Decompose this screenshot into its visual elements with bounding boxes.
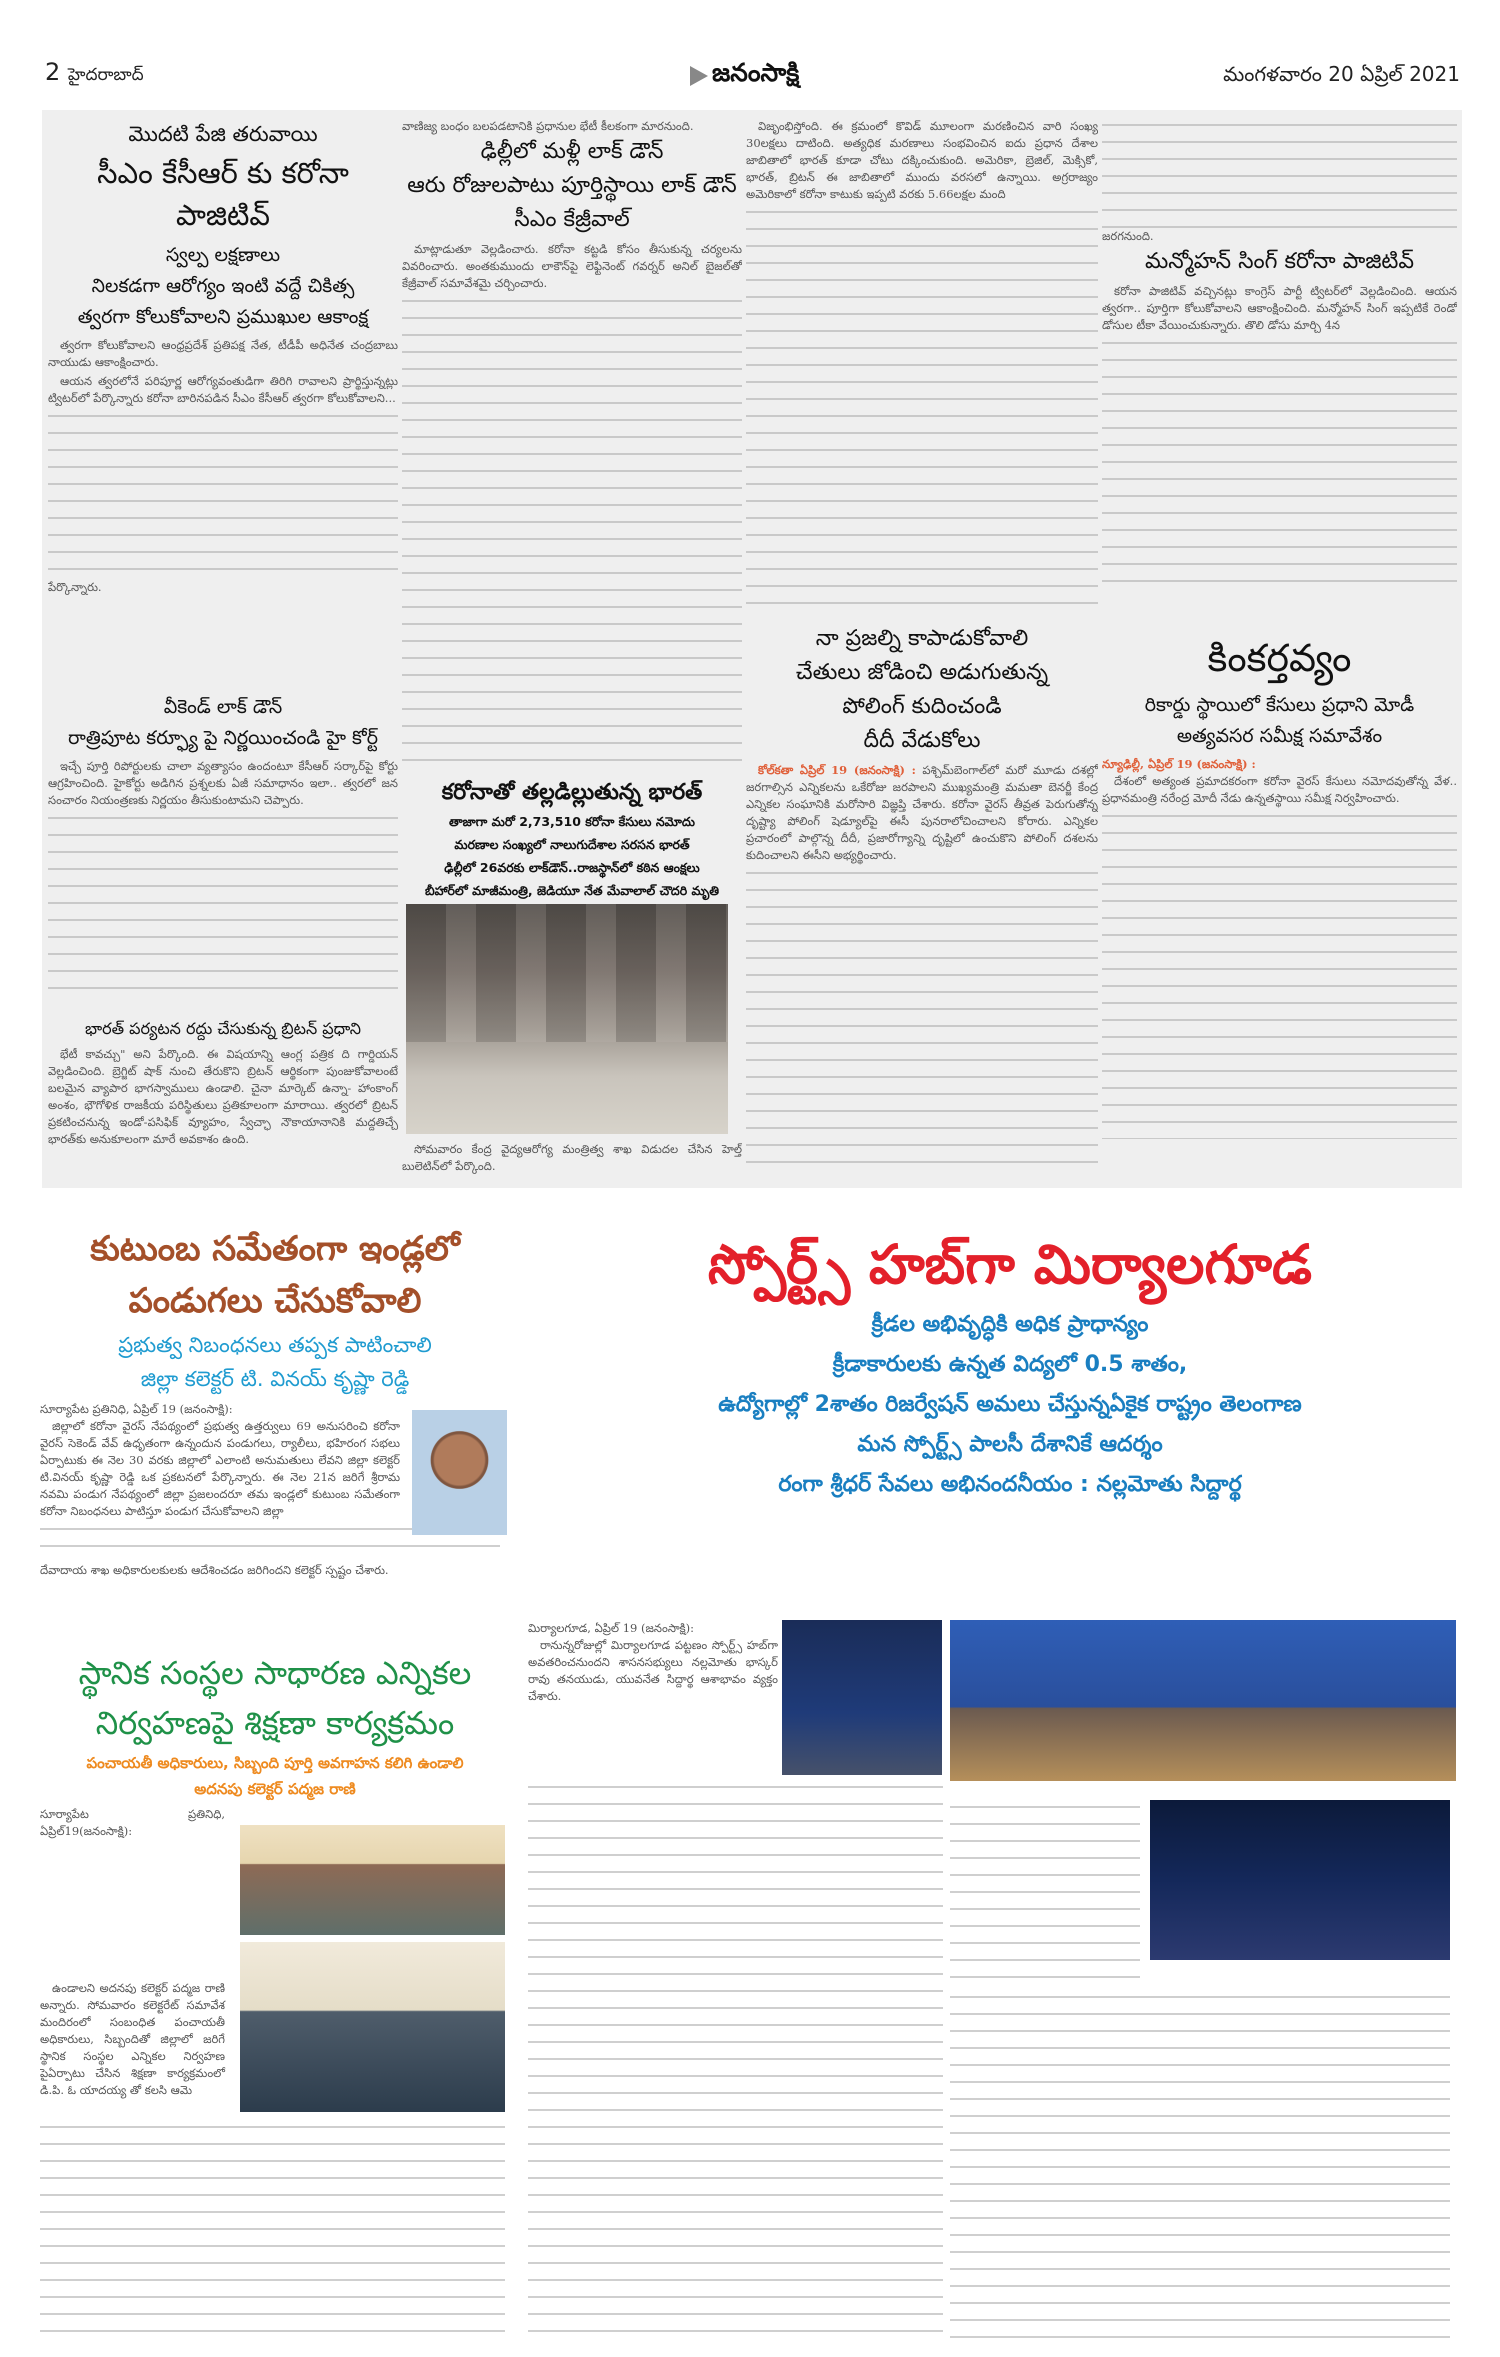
article-body: [48, 758, 398, 809]
subhead: త్వరగా కోలుకోవాలని ప్రముఖుల ఆకాంక్ష: [77, 306, 369, 328]
headline: సీఎం కేజ్రీవాల్: [514, 207, 630, 232]
article-body: [48, 1046, 398, 1148]
collector-portrait-photo: [412, 1410, 507, 1535]
subhead: మరణాల సంఖ్యలో నాలుగుదేశాల సరసన భారత్: [454, 837, 690, 852]
article-body: [40, 1980, 225, 2101]
headline: భారత్ పర్యటన రద్దు చేసుకున్న బ్రిటన్ ప్రధాని: [84, 1019, 362, 1038]
headline: మన్మోహన్ సింగ్ కరోనా పాజిటివ్: [1144, 249, 1415, 274]
masthead: [0, 0, 1500, 110]
subhead: నిలకడగా ఆరోగ్యం ఇంటి వద్దే చికిత్స: [91, 275, 355, 297]
paragraph: మాట్లాడుతూ వెల్లడించారు. కరోనా కట్టడి కోసం తీసుకున్న చర్యలను వివరించారు. అంతకుముందు లాకౌన్‌పై లెఫ్టినెంట్ గవర్నర్ అనిల్ బైజల్‌తో కేజ్రీవాల్ సమావేశమై చర్చించారు.: [402, 242, 742, 290]
text-column: [48, 811, 398, 991]
top-line: వాణిజ్య బంధం బలపడటానికి ప్రధానుల భేటీ కీలకంగా మారనుంది.: [402, 119, 694, 133]
subhead: అత్యవసర సమీక్ష సమావేశం: [1176, 725, 1383, 747]
story-festival: [40, 1225, 510, 1635]
text-column: [528, 1780, 943, 2340]
paragraph: ఉండాలని అదనపు కలెక్టర్ పద్మజ రాణి అన్నారు. సోమవారం కలెక్టరేట్ సమావేశ మందిరంలో సంబంధిత పంచాయతీ అధికారులు, సిబ్బందితో జిల్లాలో జరిగే స్థానిక సంస్థల ఎన్నికల నిర్వహణ పైఏర్పాటు చేసిన శిక్షణా కార్యక్రమంలో డి.పి. ఓ యాదయ్య తో కలసి ఆమె: [40, 1981, 225, 2097]
article-body: [402, 241, 742, 292]
article-body: [48, 337, 398, 407]
officials-meeting-photo: [240, 1825, 505, 1935]
delhi-street-photo: [406, 904, 728, 1134]
story-manmohan-corona: [1102, 118, 1457, 628]
subhead: రికార్డు స్థాయిలో కేసులు ప్రధాని మోడీ: [1144, 694, 1415, 716]
closing-line: దేవాదాయ శాఖ అధికారులకులకు ఆదేశించడం జరిగిందని కలెక్టర్ స్పష్టం చేశారు.: [40, 1563, 389, 1577]
article-body: [746, 762, 1098, 864]
subhead: తాజాగా మరో 2,73,510 కరోనా కేసులు నమోదు: [449, 814, 695, 829]
article-body: [402, 1141, 742, 1177]
dateline: సూర్యాపేట ప్రతినిధి, ఏప్రిల్19(జనంసాక్షి):: [40, 1807, 225, 1838]
logo-text: జనంసాక్షి: [712, 58, 800, 87]
subhead: ఢిల్లీలో 26వరకు లాక్‌డౌన్..రాజస్థాన్‌లో కఠిన ఆంక్షలు: [444, 860, 700, 875]
headline: పండుగలు చేసుకోవాలి: [128, 1281, 422, 1321]
text-column: [40, 2120, 505, 2345]
paragraph: కరోనా పాజిటివ్ వచ్చినట్లు కాంగ్రెస్ పార్టీ ట్విటర్‌లో వెల్లడించింది. ఆయన త్వరగా.. పూర్తిగా కోలుకోవాలని ఆకాంక్షించింది. మన్మోహన్ సింగ్ ఇప్పటికే రెండో డోసుల టీకా వేయించుకున్నారు. తొలి డోసు మార్చి 4న: [1102, 284, 1457, 332]
subhead: పంచాయతీ అధికారులు, సిబ్బంది పూర్తి అవగాహన కలిగి ఉండాలి: [86, 1754, 464, 1772]
story-britain-pm: [48, 1015, 398, 1185]
text-column: [402, 294, 742, 773]
top-line: జరగనుంది.: [1102, 229, 1154, 243]
headline: స్థానిక సంస్థల సాధారణ ఎన్నికల: [78, 1654, 472, 1692]
headline: రాత్రిపూట కర్ఫ్యూ పై నిర్ణయించండి హై కోర్ట్: [68, 727, 378, 749]
text-column: [950, 1800, 1140, 1980]
dateline: మిర్యాలగూడ, ఏప్రిల్ 19 (జనంసాక్షి):: [528, 1621, 695, 1635]
dateline: సూర్యాపేట ప్రతినిధి, ఏప్రిల్ 19 (జనంసాక్షి):: [40, 1402, 233, 1416]
team-group-photo: [1150, 1800, 1450, 1960]
text-column: [950, 1990, 1450, 2340]
subhead: బీహార్‌లో మాజీమంత్రి, జెడియూ నేత మేవాలాల్ చౌదరి మృతి: [424, 883, 720, 898]
subhead: రంగా శ్రీధర్ సేవలు అభినందనీయం : నల్లమోతు సిద్దార్థ: [778, 1472, 1242, 1497]
story-didi-polling: [746, 622, 1098, 1186]
paragraph: ఇచ్చే పూర్తి రిపోర్టులకు చాలా వ్యత్యాసం ఉందంటూ కేసీఆర్ సర్కార్‌పై కోర్టు ఆగ్రహించింది. హైకోర్టు అడిగిన ప్రశ్నలకు ఏజీ సమాధానం ఇలా.. త్వరలో జన సంచారం నియంత్రణకు నిర్ణయం తీసుకుంటామని చెప్పారు.: [48, 759, 398, 807]
paragraph: జిల్లాలో కరోనా వైరస్ నేపథ్యంలో ప్రభుత్వ ఉత్తర్వులు 69 అనుసరించి కరోనా వైరస్ సెకెండ్ వేవ్ ఉధృతంగా ఉన్నందున పండుగలు, ర్యాలీలు, భహిరంగ సభలు ఏర్పాటుకు ఈ నెల 30 వరకు జిల్లాలో ఎలాంటి అనుమతులు లేవని జిల్లా కలెక్టర్ టి.వినయ్ కృష్ణా రెడ్డి ఒక ప్రకటనలో పేర్కొన్నారు. ఈ నెల 21న జరిగే శ్రీరామ నవమి పండుగ నేపథ్యంలో జిల్లా ప్రజలందరూ తమ ఇండ్లలో కుటుంబ సమేతంగా కరోనా నిబంధనలు పాటిస్తూ పండుగ చేసుకోవాలని జిల్లా: [40, 1419, 400, 1518]
article-body: [40, 1806, 225, 1840]
text-column: [1102, 809, 1457, 1139]
subhead: ఉద్యోగాల్లో 2శాతం రిజర్వేషన్ అమలు చేస్తున్నఏకైక రాష్ట్రం తెలంగాణ: [718, 1392, 1302, 1417]
page-number-city: [45, 58, 144, 89]
paragraph: ఆయన త్వరలోనే పరిపూర్ణ ఆరోగ్యవంతుడిగా తిరిగి రావాలని ప్రార్థిస్తున్నట్లు ట్విటర్‌లో పేర్కొన్నారు కరోనా బారినపడిన సీఎం కేసీఆర్ త్వరగా కోలుకోవాలని...: [48, 374, 398, 405]
paragraph: రానున్నరోజుల్లో మిర్యాలగూడ పట్టణం స్పోర్ట్స్ హబ్‌గా అవతరించనుందని శాసనసభ్యులు నల్లమోతు భాస్కర్ రావు తనయుడు, యువనేత సిద్దార్థ ఆశాభావం వ్యక్తం చేశారు.: [528, 1638, 778, 1703]
paragraph: విజృంభిస్తోంది. ఈ క్రమంలో కొవిడ్ మూలంగా మరణించిన వారి సంఖ్య 30లక్షలు దాటింది. అత్యధిక మరణాలు సంభవించిన ఐదు ప్రధాన దేశాల జాబితాలో భారత్ కూడా చోటు దక్కించుకుంది. అమెరికా, బ్రెజిల్, మెక్సికో, భారత్, బ్రిటన్ ఈ జాబితాలో ముందు వరసలో ఉన్నాయి. అగ్రరాజ్యం అమెరికాలో కరోనా కాటుకు ఇప్పటి వరకు 5.66లక్షల మంది: [746, 119, 1098, 201]
page-number: 2: [45, 58, 61, 86]
story-world-deaths: [746, 118, 1098, 618]
headline: కరోనాతో తల్లడిల్లుతున్న భారత్: [441, 780, 703, 805]
subhead: అదనపు కలెక్టర్ పద్మజ రాణి: [194, 1780, 356, 1798]
text-column: [746, 866, 1098, 1166]
text-column: [746, 205, 1098, 605]
logo-arrow-icon: [690, 66, 708, 86]
headline: కింకర్తవ్యం: [1207, 636, 1352, 680]
subhead: క్రీడల అభివృద్ధికి అధిక ప్రాధాన్యం: [871, 1312, 1149, 1337]
headline: ఆరు రోజులపాటు పూర్తిస్థాయి లాక్ డౌన్: [407, 173, 737, 198]
paragraph: పశ్చిమ్‌బెంగాల్‌లో మరో మూడు దశల్లో జరగాల్సిన ఎన్నికలను ఒకేరోజు జరపాలని ముఖ్యమంత్రి మమతా బెనర్జీ కేంద్ర ఎన్నికల సంఘానికి మరోసారి విజ్ఞప్తి చేశారు. కరోనా వైరస్ తీవ్రత పెరుగుతోన్న దృష్ట్యా పోలింగ్ షెడ్యూల్‌పై ఈసీ పునరాలోచించాలని కోరారు. ఎన్నికల ప్రచారంలో పాల్గొన్న దీదీ, ప్రజారోగ్యాన్ని దృష్టిలో ఉంచుకొని పోలింగ్ దశలను కుదించాలని ఈసీని అభ్యర్థించారు.: [746, 763, 1098, 862]
kicker: వీకెండ్ లాక్ డౌన్: [163, 696, 283, 718]
subhead: స్వల్ప లక్షణాలు: [165, 244, 281, 266]
lead-paragraph: త్వరగా కోలుకోవాలని ఆంధ్రప్రదేశ్ ప్రతిపక్ష నేత, టీడీపీ అధినేత చంద్రబాబు నాయుడు ఆకాంక్షించారు.: [48, 338, 398, 369]
closing-line: పేర్కొన్నారు.: [48, 580, 102, 594]
city-name: హైదరాబాద్: [67, 65, 144, 85]
newspaper-logo: [690, 58, 799, 94]
story-election-training: [40, 1650, 510, 2350]
article-body: [1102, 283, 1457, 334]
story-weekend-lockdown: [48, 692, 398, 1012]
subhead: క్రీడాకారులకు ఉన్నత విద్యలో 0.5 శాతం,: [832, 1352, 1188, 1377]
headline: స్పోర్ట్స్ హబ్‌గా మిర్యాలగూడ: [708, 1233, 1312, 1296]
text-column: [1102, 336, 1457, 596]
article-body: [528, 1620, 778, 1707]
kicker: మొదటి పేజి తరువాయి: [128, 122, 318, 146]
headline: దీదీ వేడుకోలు: [863, 728, 981, 753]
story-sports-body: [520, 1620, 1500, 2350]
article-body: [746, 118, 1098, 203]
training-hall-photo: [240, 1942, 505, 2112]
story-modi-review: [1102, 632, 1457, 1186]
story-kcr-corona: [48, 118, 398, 688]
subhead: ప్రభుత్వ నిబంధనలు తప్పక పాటించాలి: [118, 1333, 432, 1357]
story-delhi-lockdown: [402, 118, 742, 773]
siddharth-photo: [782, 1620, 942, 1775]
story-india-corona: [402, 776, 742, 1186]
paragraph: దేశంలో అత్యంత ప్రమాదకరంగా కరోనా వైరస్ కేసులు నమోదవుతోన్న వేళ.. ప్రధానమంత్రి నరేంద్ర మోదీ నేడు ఉన్నతస్థాయి సమీక్ష నిర్వహించారు.: [1102, 774, 1457, 805]
headline: సీఎం కేసీఆర్ కు కరోనా పాజిటివ్: [97, 156, 349, 232]
subhead: మన స్పోర్ట్స్ పాలసీ దేశానికే ఆదర్శం: [857, 1432, 1163, 1457]
text-column: [48, 409, 398, 579]
award-ceremony-photo: [950, 1620, 1120, 1781]
trophy-presentation-photo: [1116, 1620, 1456, 1781]
dateline: కోల్‌కతా ఏప్రిల్ 19 (జనంసాక్షి) :: [758, 763, 916, 777]
article-body: [40, 1401, 400, 1520]
paragraph: సోమవారం కేంద్ర వైద్యఆరోగ్య మంత్రిత్వ శాఖ విడుదల చేసిన హెల్త్ బులెటిన్‌లో పేర్కొంది.: [402, 1142, 742, 1173]
headline: కుటుంబ సమేతంగా ఇండ్లలో: [90, 1229, 460, 1269]
headline: నా ప్రజల్ని కాపాడుకోవాలి: [815, 626, 1029, 651]
issue-date: మంగళవారం 20 ఏప్రిల్ 2021: [1223, 62, 1460, 86]
story-sports-hub-headlines: [520, 1225, 1500, 1505]
subhead: జిల్లా కలెక్టర్ టి. వినయ్ కృష్ణా రెడ్డి: [140, 1367, 410, 1391]
headline: పోలింగ్ కుదించండి: [842, 694, 1002, 719]
headline: ఢిల్లీలో మళ్లీ లాక్ డౌన్: [480, 139, 664, 164]
paragraph: భేటీ కావచ్చు" అని పేర్కొంది. ఈ విషయాన్ని ఆంగ్ల పత్రిక ది గార్డియన్ వెల్లడించింది. బ్రెగ్జిట్ షాక్ నుంచి తేరుకొని బ్రిటన్ ఆర్థికంగా పుంజుకోవాలంటే బలమైన వ్యాపార భాగస్వాములు ఉండాలి. చైనా మార్కెట్ ఉన్నా- హాంకాంగ్ అంశం, భౌగోళిక రాజకీయ పరిస్థితులు ప్రతికూలంగా మారాయి. త్వరలో బ్రిటన్ ప్రకటించనున్న ఇండో-పసిఫిక్ వ్యూహం, స్వేచ్ఛా నౌకాయానానికి మద్దతిచ్చే భారత్‌కు అనుకూలంగా మారే అవకాశం ఉంది.: [48, 1047, 398, 1146]
text-column: [1102, 118, 1457, 228]
article-body: [1102, 756, 1457, 807]
headline: చేతులు జోడించి అడుగుతున్న: [795, 660, 1049, 685]
dateline: న్యూఢిల్లీ, ఏప్రిల్ 19 (జనంసాక్షి) :: [1102, 757, 1256, 771]
headline: నిర్వహణపై శిక్షణా కార్యక్రమం: [95, 1704, 455, 1742]
